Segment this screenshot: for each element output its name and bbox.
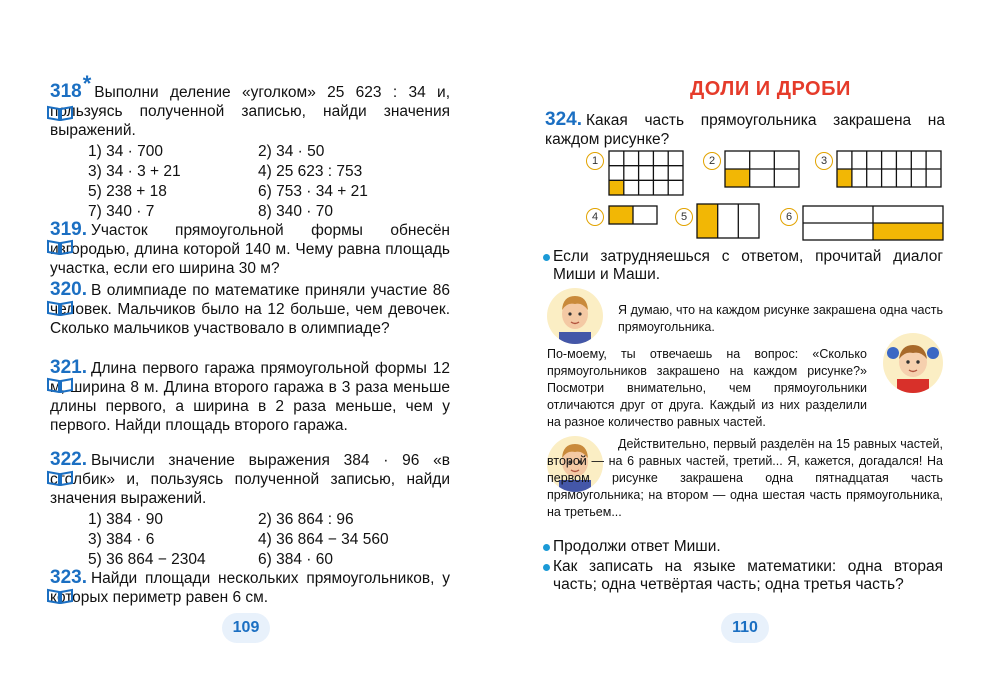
expression-item: 8) 340 · 70 [258, 203, 333, 220]
book-icon [46, 239, 76, 255]
expression-item: 3) 384 · 6 [88, 531, 155, 548]
rectangle-figure-1 [608, 150, 684, 196]
book-icon [46, 470, 76, 486]
expression-item: 5) 238 + 18 [88, 183, 167, 200]
expression-list [88, 142, 450, 221]
task-number: 318 [50, 81, 82, 102]
task-323 [50, 568, 450, 607]
task-number: 324. [545, 109, 582, 130]
expression-item: 5) 36 864 − 2304 [88, 551, 206, 568]
task-number: 322. [50, 449, 87, 470]
expression-item: 6) 384 · 60 [258, 551, 333, 568]
expression-item: 1) 34 · 700 [88, 143, 163, 160]
task-text: Найди площади нескольких прямоугольников, у которых периметр равен 6 см. [50, 570, 450, 606]
bullet-question [553, 558, 943, 594]
bullet-dot [543, 544, 550, 551]
expression-item: 2) 36 864 : 96 [258, 511, 354, 528]
book-icon [46, 377, 76, 393]
task-text: Длина первого гаража прямоугольной формы 12 м, ширина 8 м. Длина второго гаража в 3 раза меньше длины первого, а ширина в 2 раза меньше, чем у первого. Найди площадь второго гаража. [50, 360, 450, 434]
rectangle-figure-3 [836, 150, 942, 188]
task-number: 320. [50, 279, 87, 300]
task-number: 319. [50, 219, 87, 240]
section-heading: ДОЛИ И ДРОБИ [690, 78, 851, 100]
masha-avatar [883, 333, 943, 393]
expression-item: 4) 25 623 : 753 [258, 163, 363, 180]
book-icon [46, 300, 76, 316]
page-number: 109 [222, 613, 270, 643]
rectangle-figure-6 [802, 205, 944, 241]
bullet-dot [543, 254, 550, 261]
dialog-misha-2: Действительно, первый разделён на 15 равных частей, второй — на 6 равных частей, третий... Я, кажется, догадался! На первом рисунке закрашена одна пятнадцатая часть прямоугольника; на втором — одна шестая часть прямоугольника, на третьем... [547, 437, 943, 519]
bullet-text: Если затрудняешься с ответом, прочитай диалог Миши и Маши. [553, 248, 943, 283]
figure-label-1: 1 [586, 152, 604, 170]
figure-label-3: 3 [815, 152, 833, 170]
task-text: Выполни деление «уголком» 25 623 : 34 и, пользуясь полученной записью, найди значения выражений. [50, 84, 450, 139]
expression-item: 1) 384 · 90 [88, 511, 163, 528]
task-321 [50, 358, 450, 435]
figure-label-6: 6 [780, 208, 798, 226]
task-text: Вычисли значение выражения 384 · 96 «в столбик» и, пользуясь полученной записью, найди значения выражений. [50, 452, 450, 507]
bullet-hint [553, 248, 943, 284]
expression-item: 4) 36 864 − 34 560 [258, 531, 389, 548]
bullet-text: Как записать на языке математики: одна вторая часть; одна четвёртая часть; одна третья часть? [553, 558, 943, 593]
task-319 [50, 220, 450, 278]
bullet-continue [553, 538, 943, 556]
bullet-text: Продолжи ответ Миши. [553, 538, 721, 555]
rectangle-figure-2 [724, 150, 800, 188]
rectangle-figure-4 [608, 205, 658, 225]
task-text: Участок прямоугольной формы обнесён изгородью, длина которой 140 м. Чему равна площадь участка, если его ширина 30 м? [50, 222, 450, 277]
figure-label-2: 2 [703, 152, 721, 170]
task-318 [50, 71, 450, 221]
task-text: Какая часть прямоугольника закрашена на каждом рисунке? [545, 112, 945, 148]
task-number: 321. [50, 357, 87, 378]
expression-list [88, 510, 450, 569]
figure-label-4: 4 [586, 208, 604, 226]
star-mark: * [82, 71, 92, 96]
dialog-masha: По-моему, ты отвечаешь на вопрос: «Сколько прямоугольников закрашено на каждом рисунке?» Посмотри внимательно, чем прямоугольники отличаются друг от друга. Каждый из них разделили на разное количество равных частей. [547, 347, 867, 429]
task-324 [545, 110, 945, 149]
expression-item: 3) 34 · 3 + 21 [88, 163, 181, 180]
book-icon [46, 588, 76, 604]
page-number: 110 [721, 613, 769, 643]
bullet-dot [543, 564, 550, 571]
expression-item: 2) 34 · 50 [258, 143, 325, 160]
book-icon [46, 105, 76, 121]
dialog-misha-1: Я думаю, что на каждом рисунке закрашена одна часть прямоугольника. [618, 303, 943, 334]
expression-item: 7) 340 · 7 [88, 203, 155, 220]
misha-avatar [547, 288, 603, 344]
task-text: В олимпиаде по математике приняли участие 86 человек. Мальчиков было на 12 больше, чем девочек. Сколько мальчиков участвовало в олимпиаде? [50, 282, 450, 337]
figure-label-5: 5 [675, 208, 693, 226]
task-number: 323. [50, 567, 87, 588]
right-page [495, 0, 990, 700]
task-320 [50, 280, 450, 338]
task-322 [50, 450, 450, 569]
expression-item: 6) 753 · 34 + 21 [258, 183, 368, 200]
rectangle-figure-5 [696, 203, 760, 239]
